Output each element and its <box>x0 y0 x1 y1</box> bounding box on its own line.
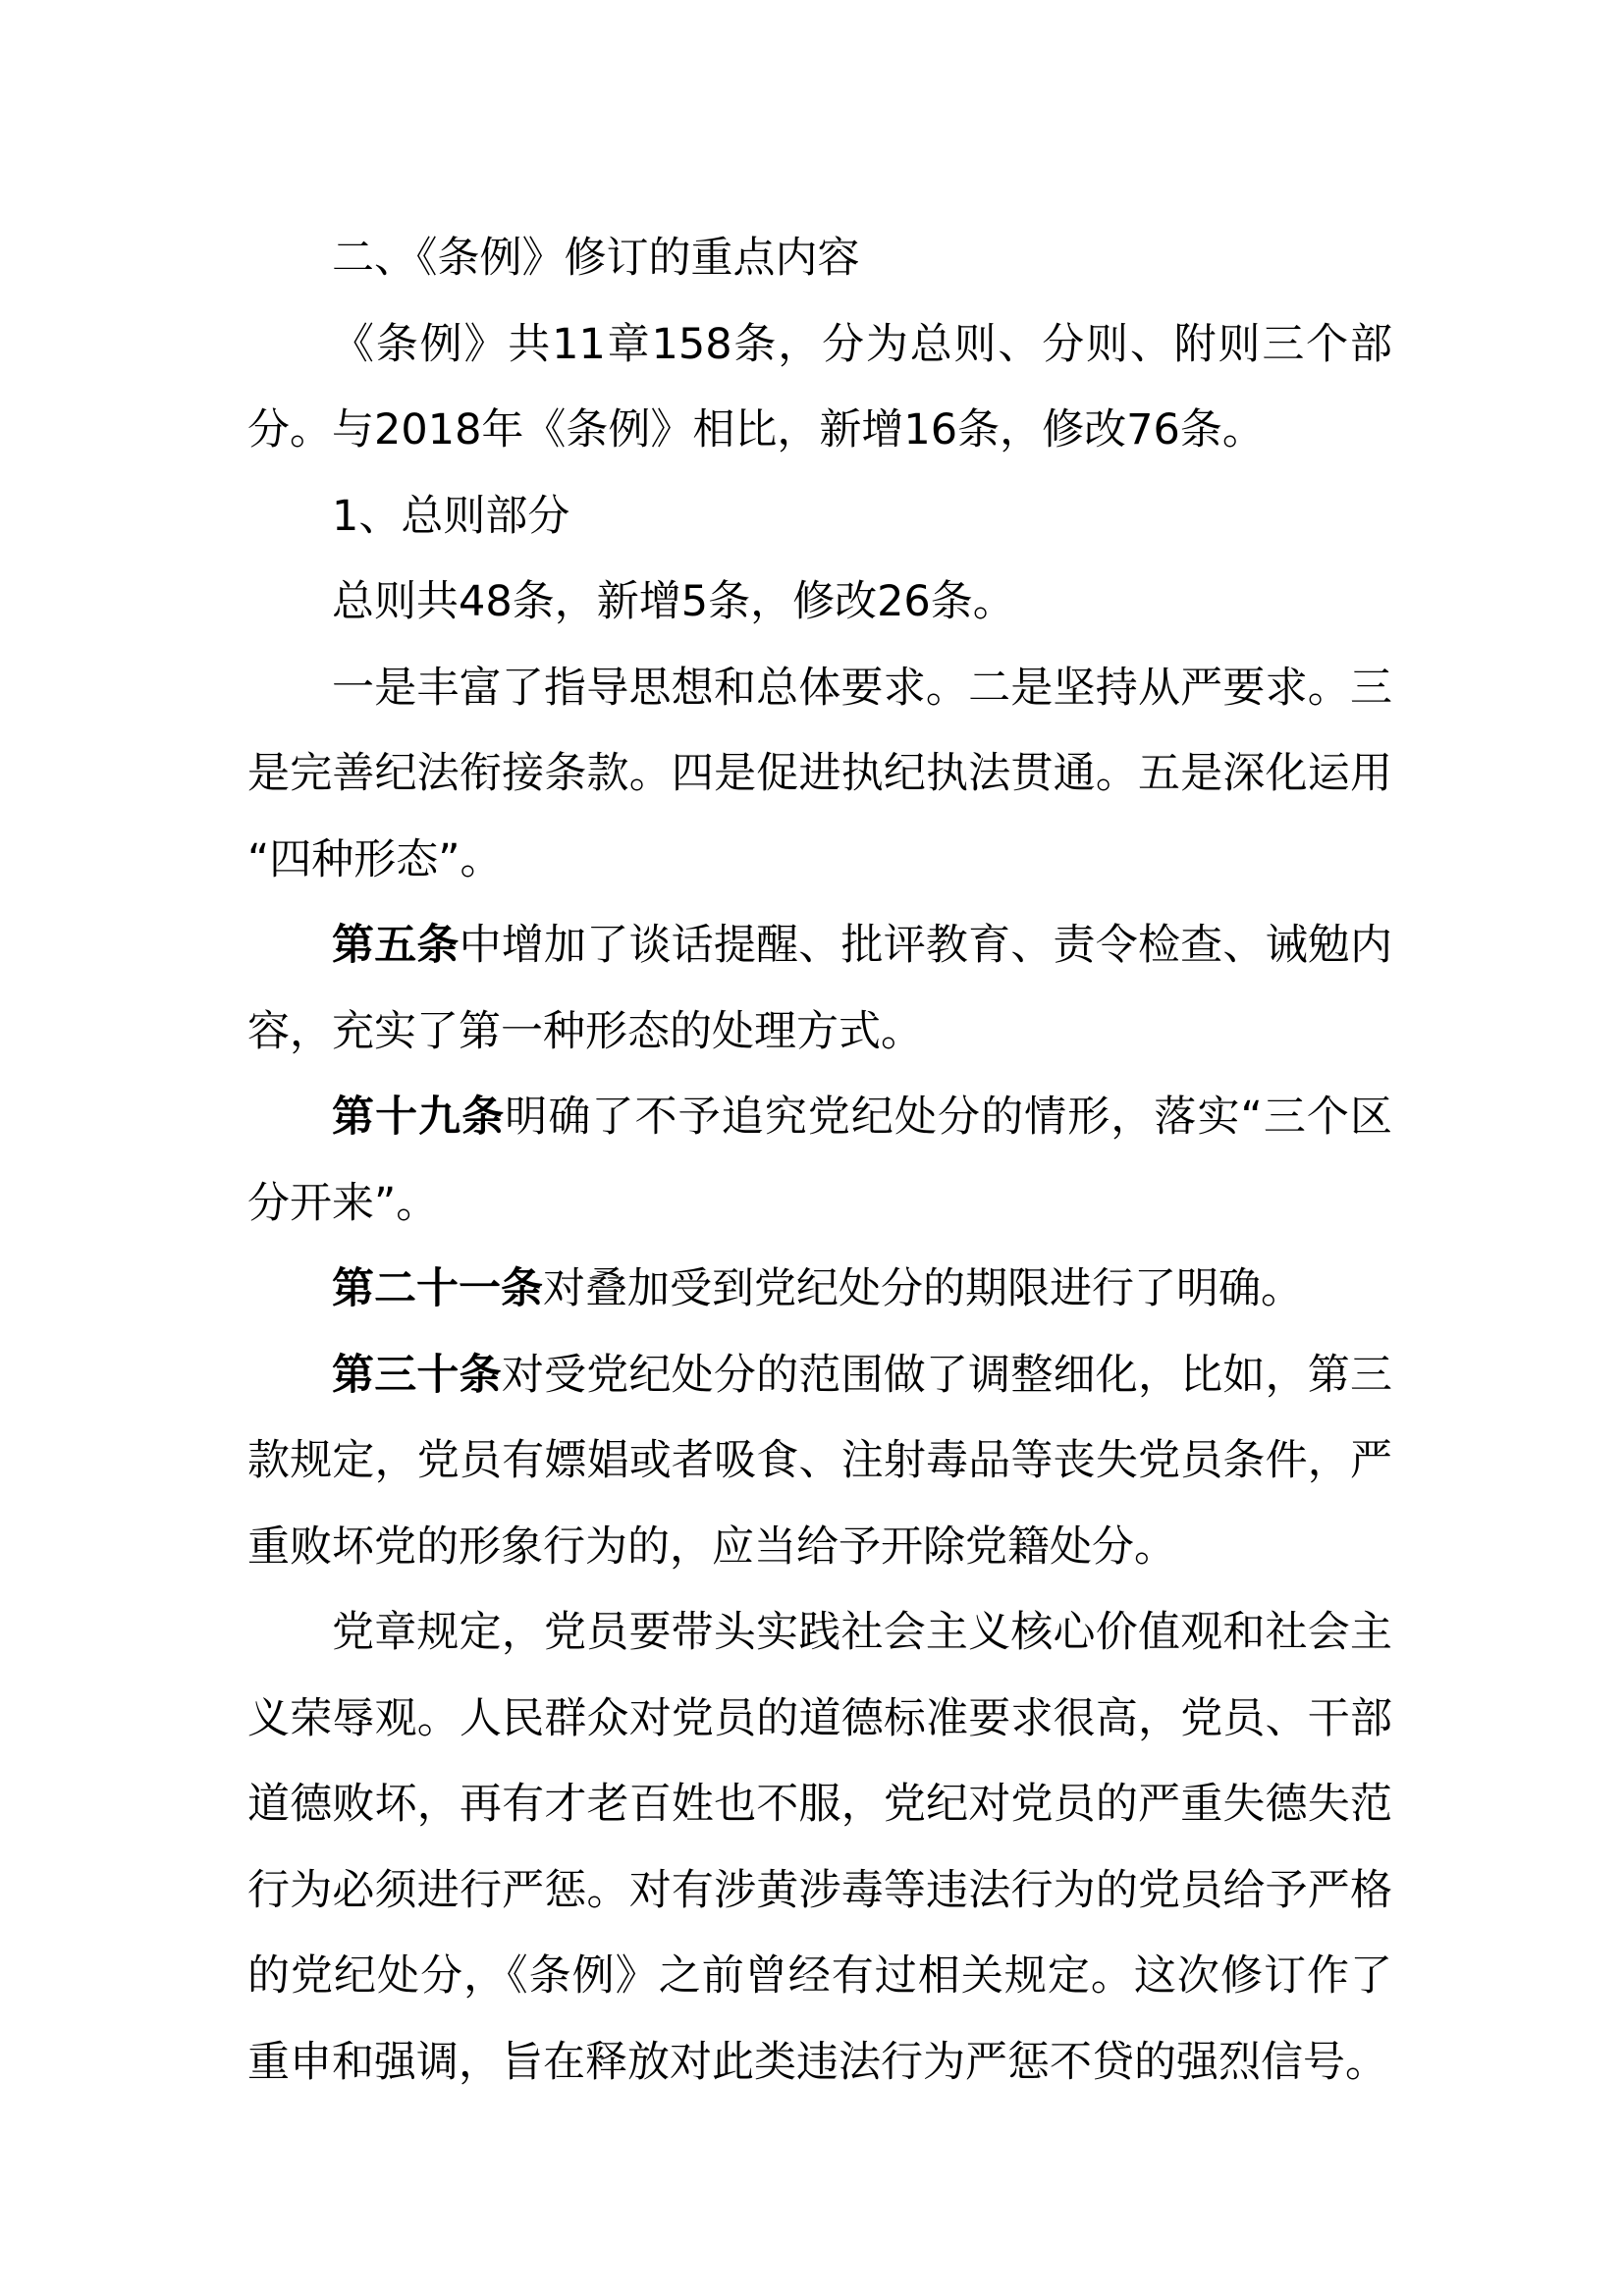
subsection-title <box>247 474 1392 561</box>
paragraph-line: 行为必须进行严惩。对有涉黄涉毒等违法行为的党员给予严格 <box>247 1865 1392 1915</box>
subsection-title-line: 1、总则部分 <box>332 491 570 541</box>
paragraph-line: 一是丰富了指导思想和总体要求。二是坚持从严要求。三 <box>332 663 1392 713</box>
paragraph-line: 是完善纪法衔接条款。四是促进执纪执法贯通。五是深化运用 <box>247 749 1392 798</box>
paragraph-line: 重申和强调，旨在释放对此类违法行为严惩不贷的强烈信号。 <box>247 2037 1387 2087</box>
section-heading <box>247 216 1392 302</box>
paragraph-line: 义荣辱观。人民群众对党员的道德标准要求很高，党员、干部 <box>247 1693 1392 1743</box>
paragraph-line: 党章规定，党员要带头实践社会主义核心价值观和社会主 <box>332 1608 1392 1657</box>
paragraph-line: 道德败坏，再有才老百姓也不服，党纪对党员的严重失德失范 <box>247 1780 1392 1829</box>
paragraph-key-points <box>247 646 1392 904</box>
heading-line: 二、《条例》修订的重点内容 <box>332 234 860 283</box>
paragraph-article-19 <box>247 1075 1392 1247</box>
document-body <box>247 216 1392 2106</box>
paragraph-overview <box>247 302 1392 474</box>
paragraph-line <box>247 1333 1392 1419</box>
article-label: 第二十一条 <box>332 1264 543 1313</box>
paragraph-text: 对受党纪处分的范围做了调整细化，比如，第三 <box>501 1350 1393 1400</box>
paragraph-line: 重败坏党的形象行为的，应当给予开除党籍处分。 <box>247 1522 1176 1572</box>
paragraph-article-21 <box>247 1247 1392 1333</box>
paragraph-line: 款规定，党员有嫖娼或者吸食、注射毒品等丧失党员条件，严 <box>247 1436 1392 1485</box>
paragraph-line: “四种形态”。 <box>247 834 503 884</box>
article-label: 第十九条 <box>332 1093 506 1142</box>
paragraph-line <box>247 1247 1392 1333</box>
paragraph-line <box>247 1075 1392 1161</box>
paragraph-line: 总则共48条，新增5条，修改26条。 <box>332 577 1015 626</box>
paragraph-article-30 <box>247 1333 1392 1591</box>
paragraph-general-summary <box>247 560 1392 646</box>
paragraph-party-charter <box>247 1590 1392 2106</box>
paragraph-article-5 <box>247 903 1392 1075</box>
paragraph-line: 《条例》共11章158条，分为总则、分则、附则三个部 <box>332 319 1392 369</box>
paragraph-line: 容，充实了第一种形态的处理方式。 <box>247 1006 923 1056</box>
article-label: 第三十条 <box>332 1350 502 1400</box>
paragraph-line: 分开来”。 <box>247 1178 439 1228</box>
paragraph-text: 对叠加受到党纪处分的期限进行了明确。 <box>543 1264 1303 1313</box>
paragraph-line: 分。与2018年《条例》相比，新增16条，修改76条。 <box>247 405 1265 454</box>
paragraph-text: 明确了不予追究党纪处分的情形，落实“三个区 <box>505 1093 1393 1142</box>
article-label: 第五条 <box>332 921 460 970</box>
paragraph-text: 中增加了谈话提醒、批评教育、责令检查、诫勉内 <box>459 921 1392 970</box>
paragraph-line <box>247 903 1392 989</box>
paragraph-line: 的党纪处分，《条例》之前曾经有过相关规定。这次修订作了 <box>247 1951 1392 2001</box>
